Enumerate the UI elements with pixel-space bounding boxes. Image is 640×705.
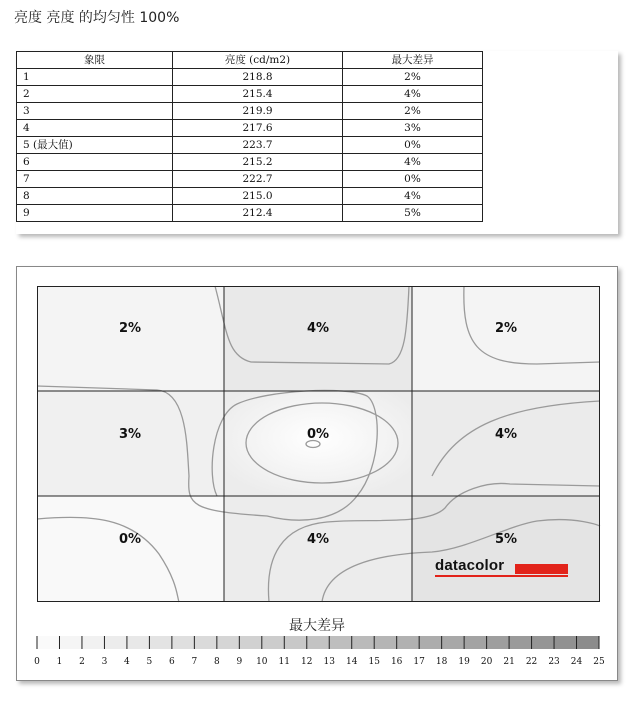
scale-segment	[59, 636, 82, 649]
table-row	[17, 137, 483, 154]
heatmap-cell-label: 3%	[118, 427, 142, 442]
cell-deviation: 0%	[343, 137, 483, 154]
scale-tick-label: 24	[570, 657, 583, 667]
heatmap-cell-label: 2%	[494, 321, 518, 336]
scale-tick-label: 4	[124, 657, 130, 667]
cell-luminance: 215.0	[173, 188, 343, 205]
heatmap-cell-label: 4%	[306, 532, 330, 547]
cell-deviation: 2%	[343, 103, 483, 120]
scale-segment	[532, 636, 555, 649]
cell-deviation: 0%	[343, 171, 483, 188]
scale-segment	[217, 636, 240, 649]
scale-tick-label: 25	[593, 657, 605, 667]
cell-quadrant: 6	[17, 154, 173, 171]
scale-tick-label: 10	[256, 657, 268, 667]
header-luminance: 亮度 (cd/m2)	[173, 52, 343, 69]
cell-luminance: 223.7	[173, 137, 343, 154]
scale-segment	[262, 636, 285, 649]
scale-tick-label: 6	[169, 657, 175, 667]
uniformity-heatmap-panel	[16, 266, 618, 681]
scale-segment	[82, 636, 105, 649]
cell-deviation: 4%	[343, 86, 483, 103]
cell-quadrant: 2	[17, 86, 173, 103]
datacolor-logo	[435, 557, 569, 583]
table-row	[17, 69, 483, 86]
page-title: 亮度 亮度 的均匀性 100%	[14, 10, 180, 26]
logo-underline	[435, 575, 568, 577]
heatmap-cell-label: 0%	[306, 427, 330, 442]
scale-tick-label: 9	[236, 657, 243, 667]
table-row	[17, 171, 483, 188]
scale-tick-label: 0	[34, 657, 40, 667]
scale-segment	[194, 636, 217, 649]
heatmap-cell-label: 4%	[494, 427, 518, 442]
cell-deviation: 5%	[343, 205, 483, 222]
scale-tick-label: 15	[368, 657, 380, 667]
uniformity-table-panel	[16, 51, 618, 234]
table-header-row	[17, 52, 483, 69]
table-row	[17, 205, 483, 222]
scale-segment	[172, 636, 195, 649]
cell-deviation: 3%	[343, 120, 483, 137]
scale-tick-label: 12	[301, 657, 313, 667]
scale-segment	[239, 636, 262, 649]
scale-segment	[37, 636, 60, 649]
scale-segment	[307, 636, 330, 649]
header-max-deviation: 最大差异	[343, 52, 483, 69]
scale-tick-label: 19	[458, 657, 470, 667]
cell-luminance: 215.2	[173, 154, 343, 171]
scale-segment	[442, 636, 465, 649]
table-row	[17, 103, 483, 120]
heatmap-cell-label: 2%	[118, 321, 142, 336]
scale-segment	[104, 636, 127, 649]
scale-segment	[397, 636, 420, 649]
cell-quadrant: 9	[17, 205, 173, 222]
scale-tick-label: 11	[278, 657, 291, 667]
scale-segment	[284, 636, 307, 649]
scale-tick-label: 8	[213, 657, 220, 667]
uniformity-table	[16, 51, 483, 222]
heat-zone	[224, 496, 412, 602]
scale-segment	[487, 636, 510, 649]
scale-segment	[127, 636, 150, 649]
cell-quadrant: 5 (最大值)	[17, 137, 173, 154]
cell-quadrant: 7	[17, 171, 173, 188]
header-quadrant: 象限	[17, 52, 173, 69]
scale-segment	[554, 636, 577, 649]
uniformity-heatmap	[37, 286, 600, 602]
scale-segment	[419, 636, 442, 649]
scale-segment	[577, 636, 600, 649]
cell-luminance: 222.7	[173, 171, 343, 188]
heat-zone	[412, 391, 600, 496]
table-row	[17, 86, 483, 103]
heatmap-cell-label: 0%	[118, 532, 142, 547]
cell-quadrant: 4	[17, 120, 173, 137]
heat-zone	[224, 286, 412, 391]
scale-segment	[329, 636, 352, 649]
scale-segment	[509, 636, 532, 649]
cell-quadrant: 8	[17, 188, 173, 205]
heat-zone	[224, 391, 412, 496]
cell-luminance: 212.4	[173, 205, 343, 222]
scale-tick-label: 2	[79, 657, 85, 667]
scale-tick-label: 20	[480, 657, 493, 667]
scale-segment	[149, 636, 172, 649]
scale-segment	[374, 636, 397, 649]
cell-deviation: 4%	[343, 154, 483, 171]
cell-luminance: 215.4	[173, 86, 343, 103]
scale-tick-label: 22	[525, 657, 538, 667]
table-row	[17, 188, 483, 205]
logo-red-bar	[515, 564, 568, 574]
deviation-scale	[34, 634, 605, 674]
cell-quadrant: 1	[17, 69, 173, 86]
scale-tick-label: 23	[548, 657, 560, 667]
logo-text: datacolor	[435, 557, 505, 574]
table-row	[17, 120, 483, 137]
scale-tick-label: 3	[101, 657, 108, 667]
scale-tick-label: 18	[435, 657, 448, 667]
scale-segment	[352, 636, 375, 649]
cell-quadrant: 3	[17, 103, 173, 120]
scale-tick-label: 13	[323, 657, 335, 667]
scale-tick-label: 17	[413, 657, 425, 667]
scale-tick-label: 16	[390, 657, 403, 667]
scale-tick-label: 21	[503, 657, 515, 667]
heat-zone	[37, 391, 224, 496]
cell-deviation: 2%	[343, 69, 483, 86]
heat-zone	[37, 286, 224, 391]
heatmap-cell-label: 4%	[306, 321, 330, 336]
scale-tick-label: 1	[56, 657, 63, 667]
scale-tick-label: 14	[345, 657, 358, 667]
legend-title: 最大差异	[289, 618, 345, 634]
heatmap-cell-label: 5%	[494, 532, 518, 547]
table-row	[17, 154, 483, 171]
heat-zone	[37, 496, 224, 602]
cell-deviation: 4%	[343, 188, 483, 205]
scale-tick-label: 5	[146, 657, 153, 667]
cell-luminance: 217.6	[173, 120, 343, 137]
cell-luminance: 218.8	[173, 69, 343, 86]
heat-zone	[412, 286, 600, 391]
scale-segment	[464, 636, 487, 649]
scale-tick-label: 7	[191, 657, 198, 667]
cell-luminance: 219.9	[173, 103, 343, 120]
